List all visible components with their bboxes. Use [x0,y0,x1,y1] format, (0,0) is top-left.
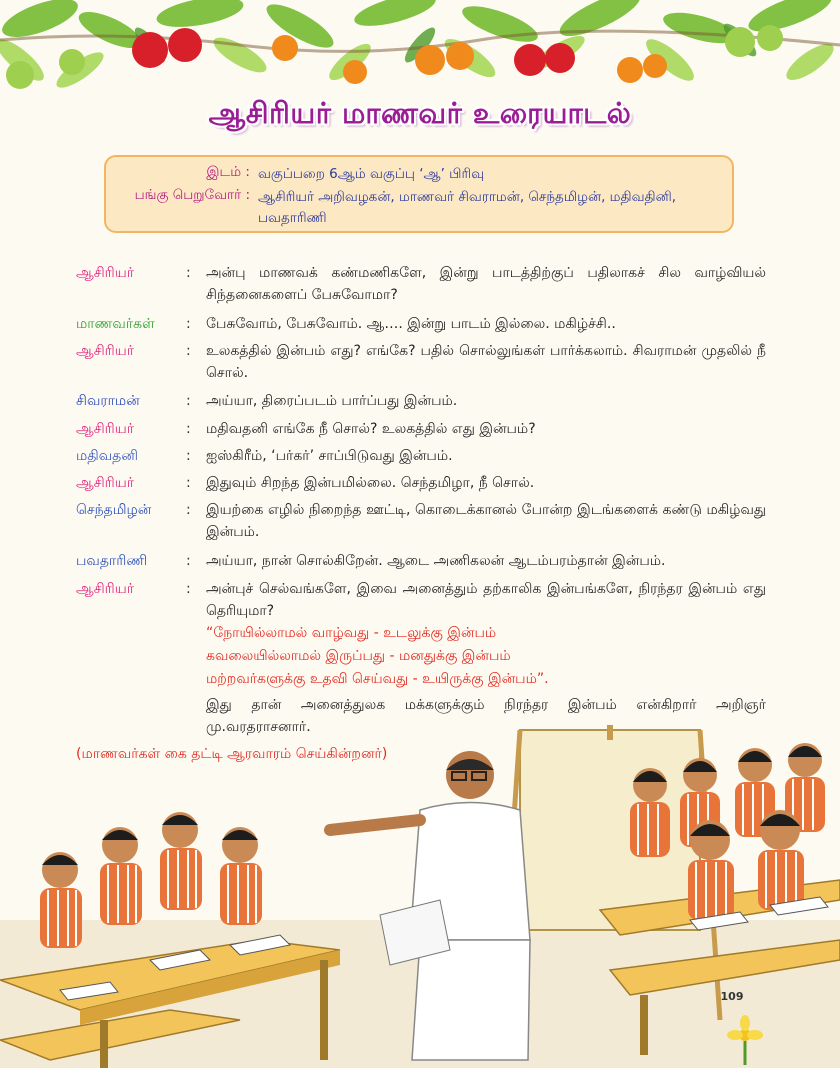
speaker-name: ஆசிரியர் [76,421,135,437]
place-value: வகுப்பறை 6ஆம் வகுப்பு ‘ஆ’ பிரிவு [258,166,485,182]
quote-line: கவலையில்லாமல் இருப்பது - மனதுக்கு இன்பம் [206,648,511,664]
quote-line: மற்றவர்களுக்கு உதவி செய்வது - உயிருக்கு இன்பம்”. [206,671,549,687]
speech-text: மதிவதனி எங்கே நீ சொல்? உலகத்தில் எது இன்பம்? [206,421,536,437]
speech-text: அன்புச் செல்வங்களே, இவை அனைத்தும் தற்காலிக இன்பங்களே, நிரந்தர இன்பம் எது தெரியுமா? [206,581,766,619]
speech-text: அய்யா, திரைப்படம் பார்ப்பது இன்பம். [206,393,458,409]
colon-separator: : [186,393,191,409]
stage-note: (மாணவர்கள் கை தட்டி ஆரவாரம் செய்கின்றனர்) [76,746,388,762]
colon-separator: : [186,502,191,518]
place-label: இடம் : [206,164,250,180]
speaker-name: ஆசிரியர் [76,581,135,597]
colon-separator: : [186,448,191,464]
classroom-illustration [0,720,840,1068]
speech-text: இதுவும் சிறந்த இன்பமில்லை. செந்தமிழா, நீ சொல். [206,475,535,491]
speaker-name: ஆசிரியர் [76,265,135,281]
speaker-name: சிவராமன் [76,393,140,409]
speaker-name: ஆசிரியர் [76,475,135,491]
colon-separator: : [186,421,191,437]
colon-separator: : [186,265,191,281]
colon-separator: : [186,581,191,597]
speaker-name: பவதாரிணி [76,553,148,569]
speech-text: இயற்கை எழில் நிறைந்த ஊட்டி, கொடைக்கானல் போன்ற இடங்களைக் கண்டு மகிழ்வது இன்பம். [206,502,766,540]
speech-text: அய்யா, நான் சொல்கிறேன். ஆடை அணிகலன் ஆடம்பரம்தான் இன்பம். [206,553,666,569]
speaker-name: ஆசிரியர் [76,343,135,359]
page-number: 109 [720,990,744,1003]
colon-separator: : [186,316,191,332]
speech-text: அன்பு மாணவக் கண்மணிகளே, இன்று பாடத்திற்குப் பதிலாகச் சில வாழ்வியல் சிந்தனைகளைப் பேசுவோமா? [206,265,766,303]
speaker-name: செந்தமிழன் [76,502,152,518]
speech-text: ஐஸ்கிரீம், ‘பர்கர்’ சாப்பிடுவது இன்பம். [206,448,453,464]
speech-text: உலகத்தில் இன்பம் எது? எங்கே? பதில் சொல்லுங்கள் பார்க்கலாம். சிவராமன் முதலில் நீ சொல். [206,343,766,381]
closing-text: இது தான் அனைத்துலக மக்களுக்கும் நிரந்தர இன்பம் என்கிறார் அறிஞர் மு.வரதராசனார். [206,697,766,735]
colon-separator: : [186,553,191,569]
quote-line: “நோயில்லாமல் வாழ்வது - உடலுக்கு இன்பம் [206,625,497,641]
speaker-name: மதிவதனி [76,448,139,464]
colon-separator: : [186,343,191,359]
participants-value: ஆசிரியர் அறிவழகன், மாணவர் சிவராமன், செந்தமிழன், மதிவதினி, பவதாரிணி [258,189,677,226]
colon-separator: : [186,475,191,491]
speech-text: பேசுவோம், பேசுவோம். ஆ…. இன்று பாடம் இல்லை. மகிழ்ச்சி.. [206,316,616,332]
speaker-name: மாணவர்கள் [76,316,155,332]
page-title: ஆசிரியர் மாணவர் உரையாடல் [208,96,632,130]
participants-label: பங்கு பெறுவோர் : [134,187,250,203]
scene-info-box [104,155,734,233]
